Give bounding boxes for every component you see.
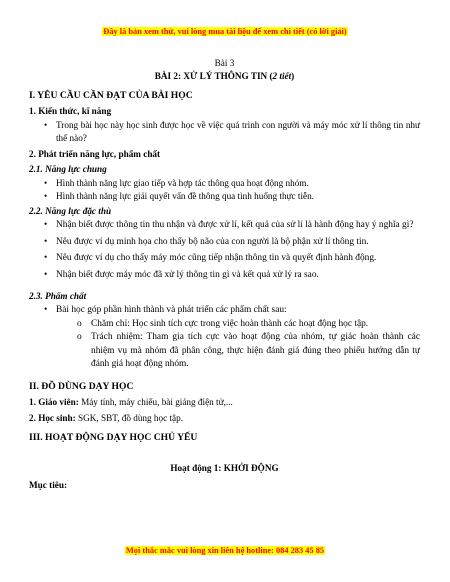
- list-item: • Nêu được ví dụ minh họa cho thấy bộ não của con người là bộ phận xử lí thông tin.: [56, 236, 420, 250]
- student-text: SGK, SBT, đồ dùng học tập.: [75, 412, 183, 423]
- section-materials-title: II. ĐỒ DÙNG DẠY HỌC: [29, 380, 134, 392]
- section-requirements-title: I. YÊU CẦU CẦN ĐẠT CỦA BÀI HỌC: [29, 90, 193, 101]
- lesson-title-duration: 2 tiết: [272, 71, 292, 81]
- general-competence-title: 2.1. Năng lực chung: [29, 164, 107, 174]
- general-competence-list: [29, 177, 420, 203]
- lesson-title: [29, 70, 420, 83]
- quality-list: [29, 318, 420, 372]
- quality-title: 2.3. Phẩm chất: [29, 291, 87, 301]
- objective-label: Mục tiêu:: [29, 479, 68, 490]
- lesson-title-close: ): [291, 71, 295, 81]
- teacher-label: 1. Giáo viên:: [29, 396, 79, 407]
- knowledge-title: 1. Kiến thức, kĩ năng: [29, 106, 112, 116]
- lesson-content: [29, 57, 420, 492]
- preview-banner: [0, 26, 450, 38]
- hotline-banner-text: Mọi thắc mắc vui lòng xin liên hệ hotline: 084 283 45 85: [125, 546, 325, 555]
- specific-competence-title: 2.2. Năng lực đặc thù: [29, 206, 112, 216]
- activity-1-title: Hoạt động 1: KHỞI ĐỘNG: [170, 462, 279, 473]
- student-materials: [29, 412, 420, 425]
- list-item: o Trách nhiệm: Tham gia tích cực vào hoạt động của nhóm, tự giác hoàn thành các nhiệm vụ mà nhóm đã phân công, thực hiện đánh giá đúng theo phiếu hướng dẫn tự đánh giá hoạt động nhóm.: [91, 331, 420, 372]
- section-activities-title: III. HOẠT ĐỘNG DẠY HỌC CHỦ YẾU: [29, 431, 198, 443]
- list-item: • Bài học góp phần hình thành và phát triển các phẩm chất sau:: [56, 304, 420, 318]
- hotline-banner: [0, 545, 450, 557]
- knowledge-list: [29, 119, 420, 145]
- competence-title: 2. Phát triển năng lực, phẩm chất: [29, 149, 161, 159]
- list-item: o Chăm chỉ: Học sinh tích cực trong việc hoàn thành các hoạt động học tập.: [91, 318, 420, 332]
- teacher-materials: [29, 396, 420, 409]
- quality-intro-list: [29, 304, 420, 318]
- list-item: • Nhận biết được máy móc đã xử lý thông tin gì và kết quả xử lý ra sao.: [56, 269, 420, 283]
- lesson-title-main: BÀI 2: XỬ LÝ THÔNG TIN (: [154, 71, 273, 81]
- specific-competence-list: [29, 219, 420, 282]
- lesson-number: Bài 3: [214, 58, 235, 68]
- teacher-text: Máy tính, máy chiếu, bài giảng điện tử,...: [78, 396, 233, 407]
- list-item: • Trong bài học này học sinh được học về việc quá trình con người và máy móc xử lí thông tin như thế nào?: [56, 119, 420, 145]
- list-item: • Nêu được ví dụ cho thấy máy móc cũng tiếp nhận thông tin và quyết định hành động.: [56, 252, 420, 266]
- list-item: • Hình thành năng lực giao tiếp và hợp tác thông qua hoạt động nhóm.: [56, 177, 420, 190]
- student-label: 2. Học sinh:: [29, 412, 76, 423]
- list-item: • Nhận biết được thông tin thu nhận và được xử lí, kết quả của sử lí là hành động hay ý nghĩa gì?: [56, 219, 420, 233]
- preview-banner-text: Đây là bản xem thử, vui lòng mua tài liệu để xem chi tiết (có lời giải): [103, 27, 347, 36]
- list-item: • Hình thành năng lực giải quyết vấn đề thông qua tình huống thực tiễn.: [56, 190, 420, 203]
